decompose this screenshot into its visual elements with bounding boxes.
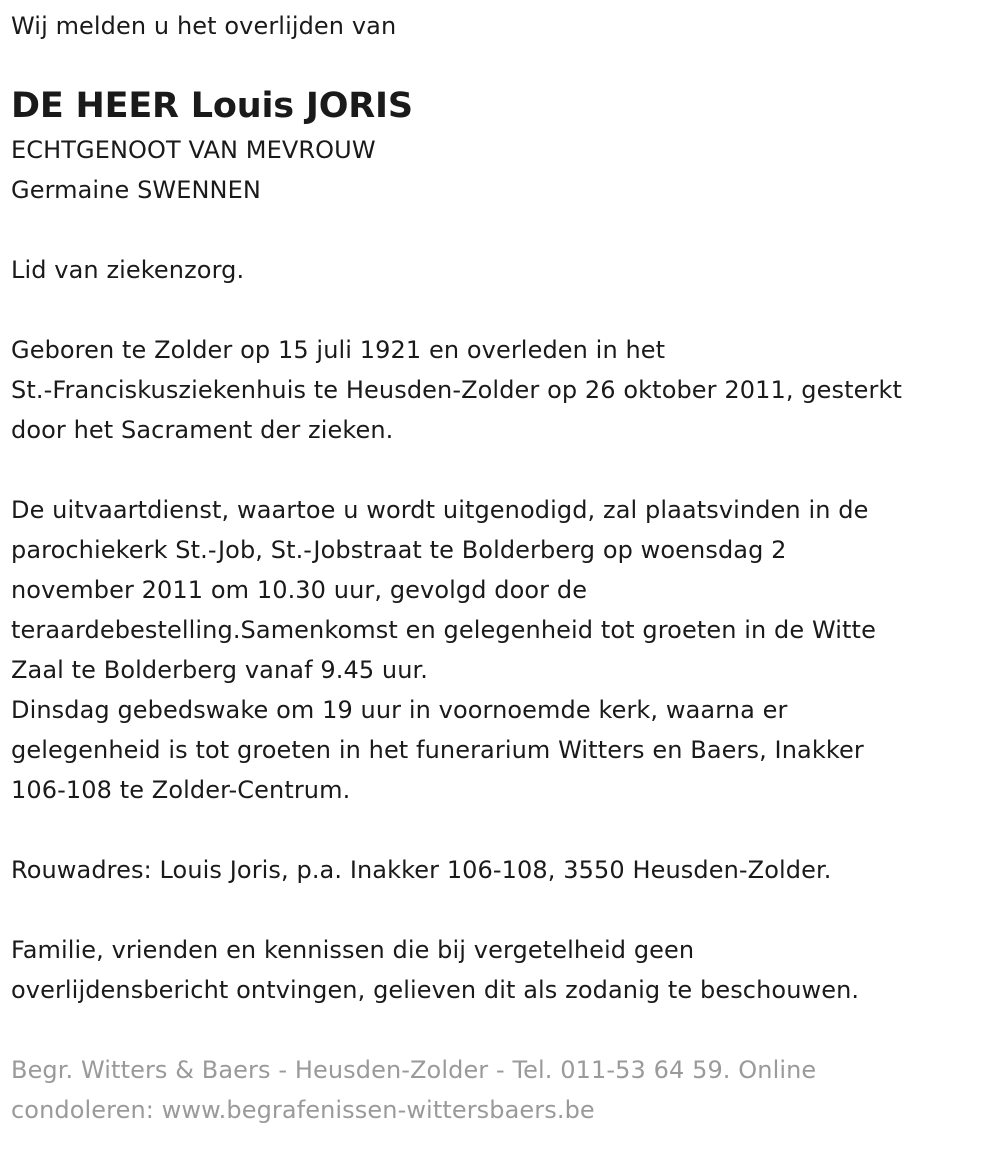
closing-paragraph <box>11 930 991 1010</box>
birth-death-paragraph <box>11 330 991 450</box>
spouse-line-1: ECHTGENOOT VAN MEVROUW <box>11 136 376 164</box>
spacer <box>11 810 991 850</box>
deceased-name: DE HEER Louis JORIS <box>11 86 413 126</box>
spacer <box>11 210 991 250</box>
footer-line: Begr. Witters & Baers - Heusden-Zolder - Tel. 011-53 64 59. Online <box>11 1056 817 1084</box>
paragraph-line: gelegenheid is tot groeten in het funerarium Witters en Baers, Inakker <box>11 736 864 764</box>
paragraph-line: Dinsdag gebedswake om 19 uur in voornoemde kerk, waarna er <box>11 696 788 724</box>
paragraph-line: De uitvaartdienst, waartoe u wordt uitgenodigd, zal plaatsvinden in de <box>11 496 869 524</box>
paragraph-line: St.-Franciskusziekenhuis te Heusden-Zolder op 26 oktober 2011, gesterkt <box>11 376 902 404</box>
spacer <box>11 890 991 930</box>
paragraph-line: overlijdensbericht ontvingen, gelieven dit als zodanig te beschouwen. <box>11 976 860 1004</box>
paragraph-line: november 2011 om 10.30 uur, gevolgd door de <box>11 576 588 604</box>
footer-line: condoleren: www.begrafenissen-wittersbaers.be <box>11 1096 595 1124</box>
membership-text: Lid van ziekenzorg. <box>11 256 245 284</box>
death-notice <box>11 6 991 1130</box>
mourning-address: Rouwadres: Louis Joris, p.a. Inakker 106-108, 3550 Heusden-Zolder. <box>11 856 832 884</box>
paragraph-line: door het Sacrament der zieken. <box>11 416 394 444</box>
spouse-line-2: Germaine SWENNEN <box>11 176 261 204</box>
funeral-paragraph <box>11 490 991 810</box>
paragraph-line: parochiekerk St.-Job, St.-Jobstraat te Bolderberg op woensdag 2 <box>11 536 787 564</box>
funeral-home-footer <box>11 1050 991 1130</box>
spacer <box>11 290 991 330</box>
paragraph-line: 106-108 te Zolder-Centrum. <box>11 776 351 804</box>
intro-text: Wij melden u het overlijden van <box>11 12 397 40</box>
spacer <box>11 450 991 490</box>
paragraph-line: Geboren te Zolder op 15 juli 1921 en overleden in het <box>11 336 666 364</box>
paragraph-line: teraardebestelling.Samenkomst en gelegenheid tot groeten in de Witte <box>11 616 876 644</box>
spacer <box>11 1010 991 1050</box>
paragraph-line: Zaal te Bolderberg vanaf 9.45 uur. <box>11 656 429 684</box>
paragraph-line: Familie, vrienden en kennissen die bij vergetelheid geen <box>11 936 695 964</box>
